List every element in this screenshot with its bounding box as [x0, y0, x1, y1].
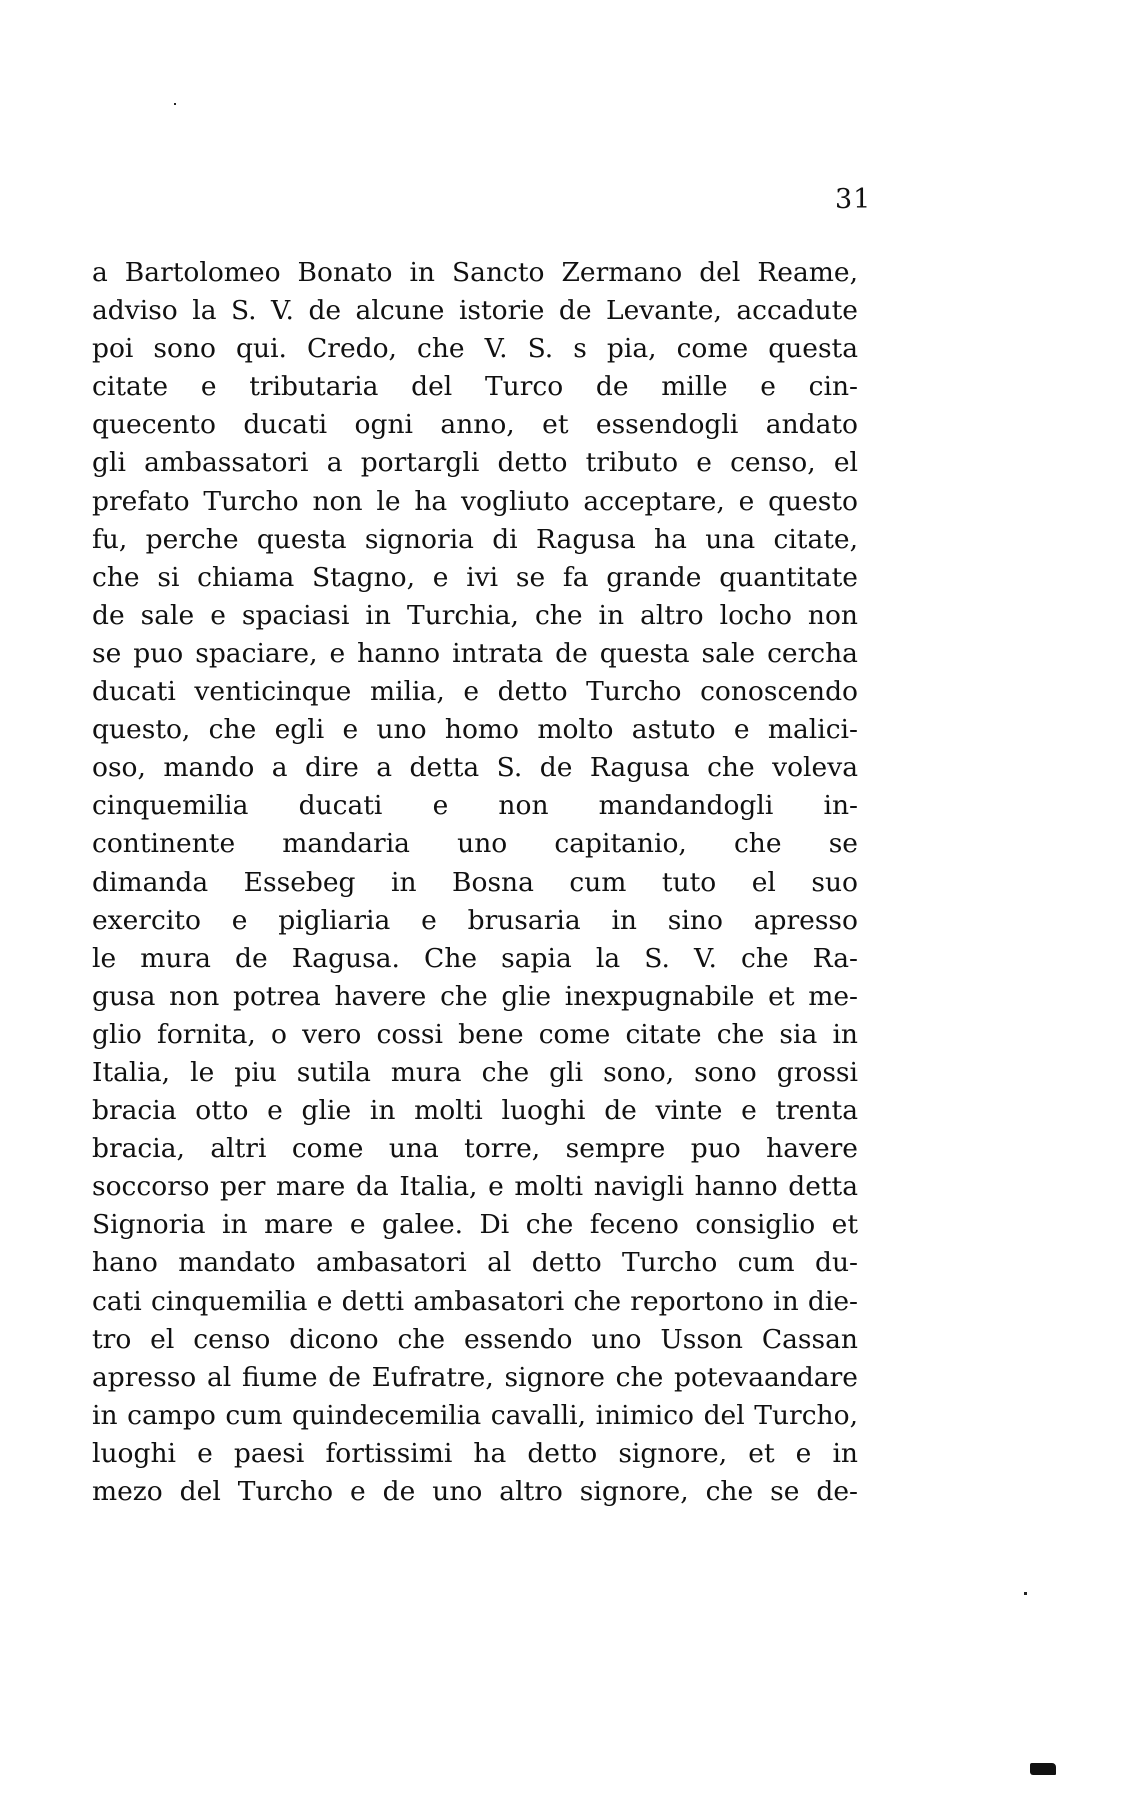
text-line: poi sono qui. Credo, che V. S. s pia, come questa: [92, 333, 858, 365]
text-line: hano mandato ambasatori al detto Turcho cum du-: [92, 1247, 858, 1279]
text-line: de sale e spaciasi in Turchia, che in altro locho non: [92, 599, 858, 631]
text-line: luoghi e paesi fortissimi ha detto signore, et e in: [92, 1437, 858, 1469]
text-line: quecento ducati ogni anno, et essendogli andato: [92, 409, 858, 441]
text-line: cinquemilia ducati e non mandandogli in-: [92, 790, 858, 822]
page-number: 31: [835, 184, 872, 215]
text-line: apresso al fiume de Eufratre, signore che potevaandare: [92, 1361, 858, 1393]
text-line: che si chiama Stagno, e ivi se fa grande quantitate: [92, 561, 858, 593]
text-line: ducati venticinque milia, e detto Turcho conoscendo: [92, 676, 858, 708]
text-line: prefato Turcho non le ha vogliuto acceptare, e questo: [92, 485, 858, 517]
text-line: mezo del Turcho e de uno altro signore, che se de-: [92, 1476, 858, 1507]
text-line: cati cinquemilia e detti ambasatori che reportono in die-: [92, 1285, 858, 1317]
text-line: adviso la S. V. de alcune istorie de Levante, accadute: [92, 295, 858, 327]
text-line: oso, mando a dire a detta S. de Ragusa che voleva: [92, 752, 858, 784]
text-line: Signoria in mare e galee. Di che feceno consiglio et: [92, 1209, 858, 1241]
text-line: tro el censo dicono che essendo uno Usson Cassan: [92, 1323, 858, 1355]
text-line: le mura de Ragusa. Che sapia la S. V. che Ra-: [92, 942, 858, 974]
text-line: questo, che egli e uno homo molto astuto e malici-: [92, 714, 858, 746]
text-line: bracia otto e glie in molti luoghi de vinte e trenta: [92, 1095, 858, 1127]
text-line: a Bartolomeo Bonato in Sancto Zermano del Reame,: [92, 257, 858, 288]
text-line: soccorso per mare da Italia, e molti navigli hanno detta: [92, 1171, 858, 1203]
text-line: citate e tributaria del Turco de mille e cin-: [92, 371, 858, 403]
text-line: glio fornita, o vero cossi bene come citate che sia in: [92, 1018, 858, 1050]
text-line: se puo spaciare, e hanno intrata de questa sale cercha: [92, 637, 858, 669]
text-line: dimanda Essebeg in Bosna cum tuto el suo: [92, 866, 858, 898]
text-line: fu, perche questa signoria di Ragusa ha una citate,: [92, 523, 858, 555]
text-line: in campo cum quindecemilia cavalli, inimico del Turcho,: [92, 1399, 858, 1431]
text-line: gli ambassatori a portargli detto tributo e censo, el: [92, 447, 858, 479]
scan-speck: [174, 103, 176, 105]
text-line: Italia, le piu sutila mura che gli sono, sono grossi: [92, 1056, 858, 1088]
text-line: bracia, altri come una torre, sempre puo havere: [92, 1133, 858, 1165]
scan-speck: [1024, 1592, 1027, 1595]
text-line: exercito e pigliaria e brusaria in sino apresso: [92, 904, 858, 936]
corner-ink-mark: [1030, 1763, 1056, 1775]
text-line: gusa non potrea havere che glie inexpugnabile et me-: [92, 980, 858, 1012]
text-line: continente mandaria uno capitanio, che se: [92, 828, 858, 860]
body-text: [92, 254, 858, 1511]
